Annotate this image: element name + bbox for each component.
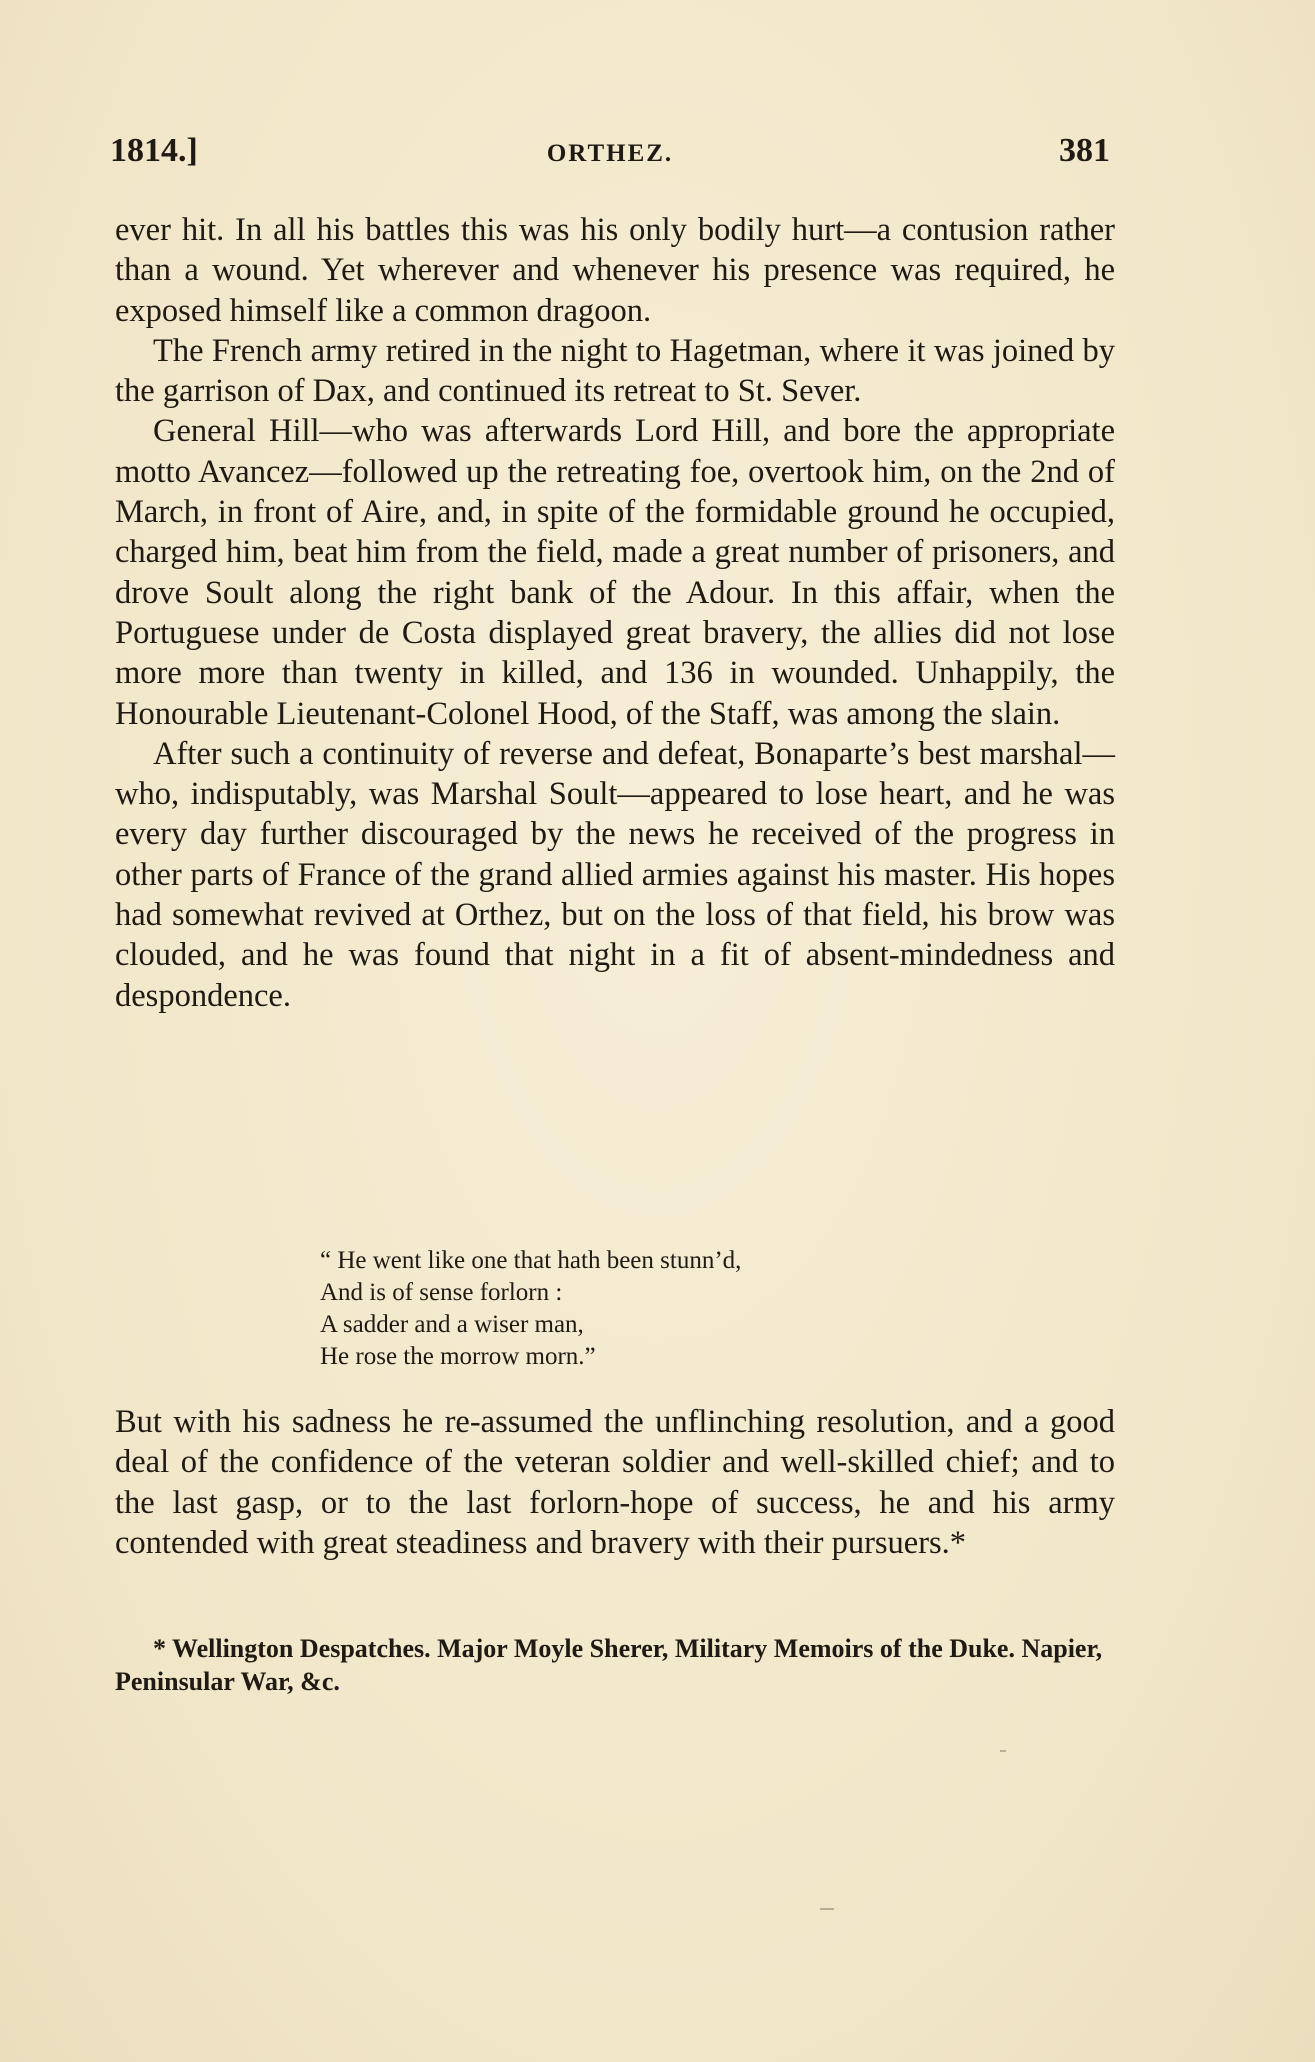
verse-line: “ He went like one that hath been stunn’d, (320, 1247, 742, 1274)
paragraph: The French army retired in the night to Hagetman, where it was joined by the garrison of Dax, and continued its retreat to St. Sever. (115, 332, 1115, 410)
page-number: 381 (1059, 132, 1110, 169)
closing-text (115, 1402, 1115, 1563)
header-year: 1814.] (110, 132, 198, 169)
paragraph: But with his sadness he re-assumed the unflinching resolution, and a good deal of the confidence of the veteran soldier and well-skilled chief; and to the last gasp, or to the last forlorn-hope of success, he and his army contended with great steadiness and bravery with their pursuers.* (115, 1404, 1115, 1561)
header-title: ORTHEZ. (546, 140, 674, 167)
running-header (110, 132, 1110, 182)
verse-quotation (320, 1245, 1040, 1373)
footnote (115, 1632, 1115, 1698)
verse-line: And is of sense forlorn : (320, 1279, 563, 1306)
paragraph: ever hit. In all his battles this was his only bodily hurt—a contusion rather than a wound. Yet wherever and whenever his presence was required, he exposed himself like a common dragoon. (115, 212, 1115, 329)
paragraph: General Hill—who was afterwards Lord Hill, and bore the appropriate motto Avancez—followed up the retreating foe, overtook him, on the 2nd of March, in front of Aire, and, in spite of the formidable ground he occupied, charged him, beat him from the field, made a great number of prisoners, and drove Soult along the right bank of the Adour. In this affair, when the Portuguese under de Costa displayed great bravery, the allies did not lose more more than twenty in killed, and 136 in wounded. Unhappily, the Honourable Lieutenant-Colonel Hood, of the Staff, was among the slain. (115, 413, 1115, 732)
paper-speck (820, 1908, 834, 1910)
paragraph: After such a continuity of reverse and defeat, Bonaparte’s best marshal—who, indisputably, was Marshal Soult—appeared to lose heart, and he was every day further discouraged by the news he received of the progress in other parts of France of the grand allied armies against his master. His hopes had somewhat revived at Orthez, but on the loss of that field, his brow was clouded, and he was found that night in a fit of absent-mindedness and despondence. (115, 735, 1115, 1014)
main-text (115, 210, 1115, 1016)
footnote-text: * Wellington Despatches. Major Moyle Sherer, Military Memoirs of the Duke. Napier, Peninsular War, &c. (115, 1634, 1103, 1696)
verse-line: He rose the morrow morn.” (320, 1343, 596, 1370)
verse-line: A sadder and a wiser man, (320, 1311, 584, 1338)
paper-speck (1000, 1750, 1006, 1752)
